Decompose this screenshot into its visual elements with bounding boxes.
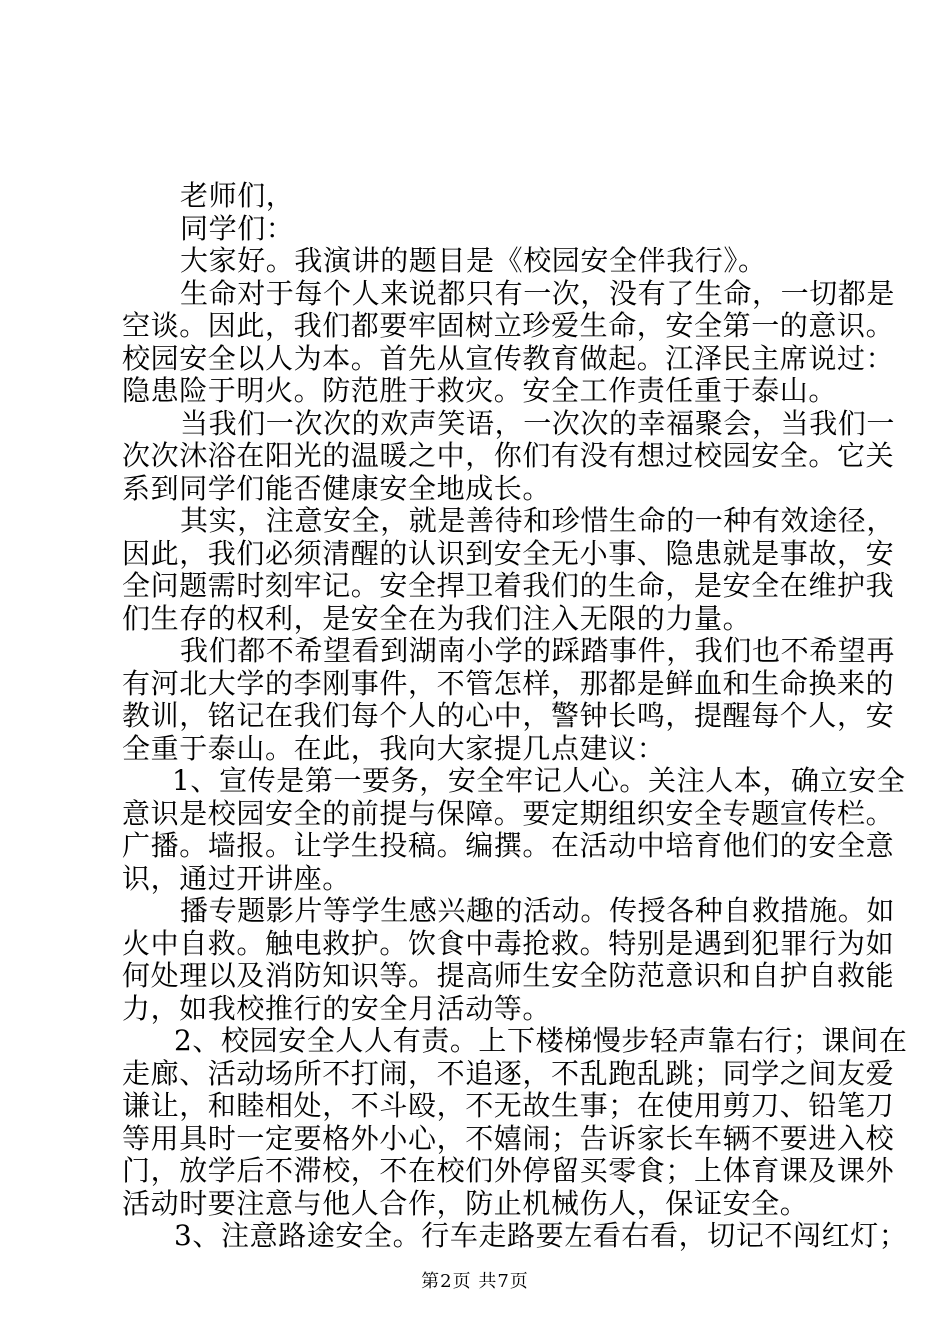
paragraph-line: 意识是校园安全的前提与保障。要定期组织安全专题宣传栏。 <box>122 796 895 830</box>
paragraph-line: 教训，铭记在我们每个人的心中，警钟长鸣，提醒每个人，安 <box>122 699 895 732</box>
paragraph-line: 1、宣传是第一要务，安全牢记人心。关注人本，确立安全 <box>172 764 906 797</box>
paragraph-line: 次次沐浴在阳光的温暖之中，你们有没有想过校园安全。它关 <box>122 439 895 472</box>
page-footer: 第2页 共7页 <box>421 1271 529 1292</box>
paragraph-line: 隐患险于明火。防范胜于救灾。安全工作责任重于泰山。 <box>122 374 838 407</box>
paragraph-line: 们生存的权利，是安全在为我们注入无限的力量。 <box>122 601 752 635</box>
paragraph-line: 力，如我校推行的安全月活动等。 <box>122 991 552 1025</box>
greeting-line: 同学们： <box>180 211 295 245</box>
paragraph-line: 3、注意路途安全。行车走路要左看右看，切记不闯红灯； <box>174 1219 908 1252</box>
paragraph-line: 识，通过开讲座。 <box>122 861 351 895</box>
paragraph-line: 何处理以及消防知识等。提高师生安全防范意识和自护自救能 <box>122 959 895 992</box>
paragraph-line: 走廊、活动场所不打闹，不追逐，不乱跑乱跳；同学之间友爱 <box>122 1056 895 1090</box>
paragraph-line: 全问题需时刻牢记。安全捍卫着我们的生命，是安全在维护我 <box>122 569 895 602</box>
paragraph-line: 全重于泰山。在此，我向大家提几点建议： <box>122 731 666 765</box>
paragraph-line: 当我们一次次的欢声笑语，一次次的幸福聚会，当我们一 <box>180 406 896 440</box>
paragraph-line: 生命对于每个人来说都只有一次，没有了生命，一切都是 <box>180 276 896 310</box>
paragraph-line: 2、校园安全人人有责。上下楼梯慢步轻声靠右行；课间在 <box>174 1024 908 1057</box>
paragraph-line: 门，放学后不滞校，不在校们外停留买零食；上体育课及课外 <box>122 1154 895 1187</box>
paragraph-line: 空谈。因此，我们都要牢固树立珍爱生命，安全第一的意识。 <box>122 309 895 342</box>
paragraph-line: 等用具时一定要格外小心，不嬉闹；告诉家长车辆不要进入校 <box>122 1121 895 1155</box>
paragraph-line: 活动时要注意与他人合作，防止机械伤人，保证安全。 <box>122 1186 809 1220</box>
paragraph-line: 谦让，和睦相处，不斗殴，不无故生事；在使用剪刀、铅笔刀 <box>122 1089 895 1122</box>
paragraph-line: 有河北大学的李刚事件，不管怎样，那都是鲜血和生命换来的 <box>122 666 895 700</box>
paragraph-line: 我们都不希望看到湖南小学的踩踏事件，我们也不希望再 <box>180 634 896 667</box>
paragraph-line: 因此，我们必须清醒的认识到安全无小事、隐患就是事故，安 <box>122 536 895 570</box>
paragraph-line: 系到同学们能否健康安全地成长。 <box>122 471 552 505</box>
paragraph-line: 大家好。我演讲的题目是《校园安全伴我行》。 <box>180 244 767 277</box>
paragraph-line: 其实，注意安全，就是善待和珍惜生命的一种有效途径， <box>180 504 896 537</box>
greeting-line: 老师们， <box>180 179 295 212</box>
paragraph-line: 火中自救。触电救护。饮食中毒抢救。特别是遇到犯罪行为如 <box>122 926 895 960</box>
paragraph-line: 播专题影片等学生感兴趣的活动。传授各种自救措施。如 <box>180 894 896 927</box>
paragraph-line: 校园安全以人为本。首先从宣传教育做起。江泽民主席说过： <box>122 341 895 375</box>
paragraph-line: 广播。墙报。让学生投稿。编撰。在活动中培育他们的安全意 <box>122 829 895 862</box>
